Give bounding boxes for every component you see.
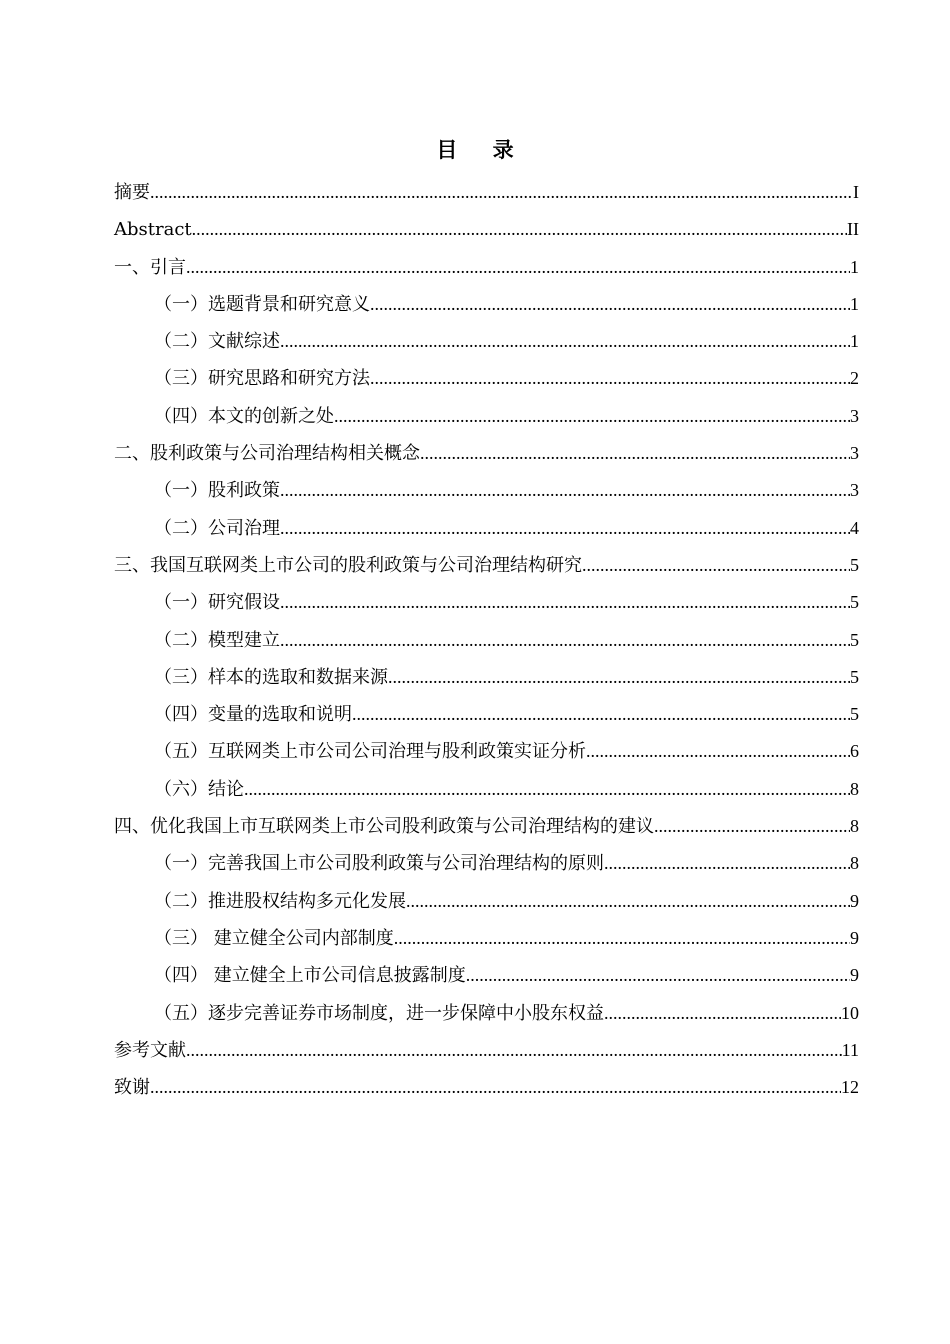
toc-entry[interactable] (114, 622, 859, 659)
toc-dot-leader (370, 360, 850, 397)
toc-entry-text: （二）文献综述 (154, 331, 280, 353)
toc-list (114, 174, 859, 1106)
toc-entry-text: 摘要 (114, 182, 150, 203)
toc-entry-text: （四） 建立健全上市公司信息披露制度 (154, 965, 466, 987)
toc-entry[interactable] (114, 883, 859, 920)
toc-entry-text: （三）研究思路和研究方法 (154, 368, 370, 390)
toc-entry-text: （一）完善我国上市公司股利政策与公司治理结构的原则 (154, 853, 604, 875)
toc-page-number: 3 (850, 480, 859, 501)
toc-page-number: 3 (850, 443, 859, 464)
toc-dot-leader (150, 1069, 841, 1106)
toc-dot-leader (466, 957, 850, 994)
toc-entry-text: （三）样本的选取和数据来源 (154, 666, 388, 688)
toc-entry[interactable] (114, 771, 859, 808)
toc-entry-text: Abstract (114, 219, 192, 241)
toc-page-number: 8 (850, 778, 859, 799)
toc-entry[interactable] (114, 398, 859, 435)
toc-entry-text: （一）股利政策 (154, 480, 280, 502)
toc-entry[interactable] (114, 696, 859, 733)
toc-page-number: 11 (841, 1039, 859, 1060)
toc-page-number: 1 (850, 331, 859, 352)
toc-entry[interactable] (114, 957, 859, 994)
toc-entry-text: 一、引言 (114, 256, 186, 278)
toc-page-number: 10 (841, 1002, 859, 1023)
toc-dot-leader (186, 249, 850, 286)
toc-dot-leader (406, 883, 850, 920)
toc-entry[interactable] (114, 1032, 859, 1069)
toc-entry[interactable] (114, 510, 859, 547)
toc-page-number: 6 (850, 741, 859, 762)
toc-page-number: 1 (850, 256, 859, 277)
toc-dot-leader (604, 845, 850, 882)
toc-page-number: 8 (850, 816, 859, 837)
toc-entry-text: （二）公司治理 (154, 517, 280, 539)
toc-page-number: 2 (850, 368, 859, 389)
toc-dot-leader (280, 622, 850, 659)
toc-entry[interactable] (114, 323, 859, 360)
toc-dot-leader (150, 174, 853, 211)
toc-entry-text: （六）结论 (154, 778, 244, 800)
toc-dot-leader (334, 398, 850, 435)
toc-page-number: 1 (850, 293, 859, 314)
toc-page-number: I (853, 182, 859, 202)
toc-entry-text: （五）逐步完善证券市场制度，进一步保障中小股东权益 (154, 1002, 604, 1024)
toc-dot-leader (388, 659, 850, 696)
toc-entry[interactable] (114, 995, 859, 1032)
toc-entry-text: 二、股利政策与公司治理结构相关概念 (114, 443, 420, 465)
toc-entry-text: （一）选题背景和研究意义 (154, 293, 370, 315)
toc-dot-leader (604, 995, 841, 1032)
toc-entry[interactable] (114, 659, 859, 696)
toc-entry-text: 参考文献 (114, 1039, 186, 1061)
toc-entry[interactable] (114, 584, 859, 621)
toc-dot-leader (370, 286, 850, 323)
toc-page-number: 4 (850, 517, 859, 538)
toc-dot-leader (582, 547, 850, 584)
toc-dot-leader (654, 808, 850, 845)
toc-entry[interactable] (114, 547, 859, 584)
toc-dot-leader (192, 211, 847, 248)
toc-entry[interactable] (114, 360, 859, 397)
toc-entry[interactable] (114, 435, 859, 472)
toc-entry[interactable] (114, 211, 859, 248)
toc-dot-leader (280, 472, 850, 509)
toc-entry[interactable] (114, 920, 859, 957)
toc-entry-text: 三、我国互联网类上市公司的股利政策与公司治理结构研究 (114, 554, 582, 576)
toc-entry[interactable] (114, 808, 859, 845)
toc-page-number: 9 (850, 927, 859, 948)
toc-page-number: 5 (850, 704, 859, 725)
toc-entry[interactable] (114, 733, 859, 770)
toc-page-number: 5 (850, 666, 859, 687)
toc-dot-leader (352, 696, 850, 733)
toc-dot-leader (244, 771, 850, 808)
toc-title: 目 录 (436, 137, 528, 162)
toc-entry-text: （二）推进股权结构多元化发展 (154, 890, 406, 912)
toc-page-number: II (847, 219, 859, 240)
toc-page-number: 12 (841, 1077, 859, 1098)
toc-entry[interactable] (114, 286, 859, 323)
toc-page-number: 9 (850, 965, 859, 986)
toc-entry-text: 四、优化我国上市互联网类上市公司股利政策与公司治理结构的建议 (114, 816, 654, 838)
toc-entry-text: 致谢 (114, 1077, 150, 1099)
toc-dot-leader (394, 920, 850, 957)
toc-entry-text: （四）本文的创新之处 (154, 405, 334, 427)
toc-page-number: 5 (850, 554, 859, 575)
toc-entry[interactable] (114, 1069, 859, 1106)
toc-page-number: 8 (850, 853, 859, 874)
toc-page-number: 5 (850, 592, 859, 613)
toc-entry-text: （三） 建立健全公司内部制度 (154, 927, 394, 949)
toc-dot-leader (280, 510, 850, 547)
toc-entry[interactable] (114, 472, 859, 509)
toc-page-number: 9 (850, 890, 859, 911)
toc-dot-leader (280, 584, 850, 621)
toc-entry-text: （二）模型建立 (154, 629, 280, 651)
toc-dot-leader (420, 435, 850, 472)
toc-dot-leader (186, 1032, 842, 1069)
toc-entry[interactable] (114, 845, 859, 882)
toc-entry-text: （五）互联网类上市公司公司治理与股利政策实证分析 (154, 741, 586, 763)
toc-page-number: 5 (850, 629, 859, 650)
toc-entry[interactable] (114, 249, 859, 286)
toc-dot-leader (586, 733, 850, 770)
toc-page-number: 3 (850, 405, 859, 426)
toc-dot-leader (280, 323, 850, 360)
toc-entry[interactable] (114, 174, 859, 211)
toc-entry-text: （四）变量的选取和说明 (154, 704, 352, 726)
toc-entry-text: （一）研究假设 (154, 592, 280, 614)
